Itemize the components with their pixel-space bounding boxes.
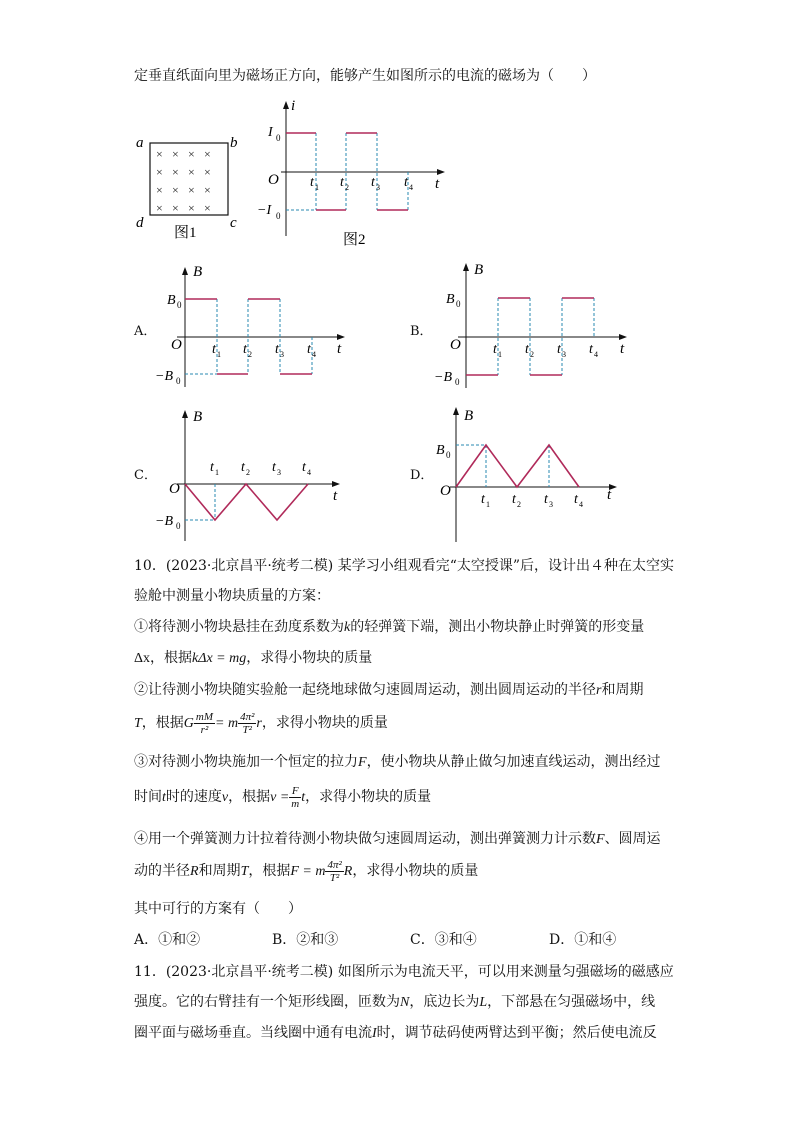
svg-text:0: 0 [276, 211, 281, 221]
svg-text:t: t [525, 342, 529, 357]
option-d-graph [434, 402, 634, 547]
corner-d: d [136, 215, 144, 231]
svg-text:1: 1 [486, 500, 490, 509]
figure-2 [255, 96, 455, 246]
q10-method2-line2: T，根据G $\frac{mM}{\text{r²}}$ = m $\frac{\text{4π²}}{\text{T²}}$ r，求得小物块的质量 [134, 710, 388, 736]
svg-text:×: × [188, 183, 195, 197]
svg-text:t: t [607, 487, 612, 503]
svg-text:I: I [268, 125, 273, 140]
option-c-label: C． [134, 468, 157, 483]
svg-text:0: 0 [446, 450, 451, 460]
corner-a: a [136, 135, 144, 151]
svg-text:B: B [167, 293, 176, 308]
svg-text:t: t [302, 460, 306, 475]
svg-text:×: × [172, 165, 179, 179]
svg-text:t: t [272, 460, 276, 475]
option-c-graph [155, 405, 355, 545]
q10-question: 其中可行的方案有（ ） [134, 901, 302, 917]
intro-text: 定垂直纸面向里为磁场正方向，能够产生如图所示的电流的磁场为（ ） [134, 68, 596, 84]
svg-text:×: × [188, 201, 195, 215]
svg-text:B: B [474, 262, 484, 278]
svg-text:2: 2 [248, 350, 252, 359]
svg-text:1: 1 [498, 350, 502, 359]
q10-stem-line1: 10．(2023·北京昌平·统考二模) 某学习小组观看完“太空授课”后，设计出４种在太空实 [134, 558, 675, 574]
q10-method4-line1: ④用一个弹簧测力计拉着待测小物块做匀速圆周运动，测出弹簧测力计示数F、圆周运 [134, 831, 661, 847]
svg-text:t: t [481, 492, 485, 507]
svg-text:B: B [193, 409, 203, 425]
svg-text:3: 3 [549, 500, 553, 509]
svg-text:4: 4 [579, 500, 583, 509]
svg-text:×: × [204, 183, 211, 197]
corner-b: b [230, 135, 238, 151]
svg-text:2: 2 [530, 350, 534, 359]
q10-method3-line1: ③对待测小物块施加一个恒定的拉力F，使小物块从静止做匀加速直线运动，测出经过 [134, 754, 661, 770]
svg-text:×: × [204, 165, 211, 179]
svg-text:t: t [493, 342, 497, 357]
svg-text:t: t [620, 341, 625, 357]
svg-text:t: t [243, 342, 247, 357]
option-b-label: B． [410, 324, 433, 339]
svg-text:×: × [156, 183, 163, 197]
svg-text:i: i [291, 98, 296, 114]
q11-line3: 圈平面与磁场垂直。当线圈中通有电流I时，调节砝码使两臂达到平衡；然后使电流反 [134, 1025, 657, 1041]
svg-text:3: 3 [277, 468, 281, 477]
q10-choice-c[interactable]: C．③和④ [410, 932, 477, 948]
q10-method4-line2: 动的半径R和周期T，根据F = m $\frac{\text{4π²}}{\text{T²}}$ R，求得小物块的质量 [134, 858, 479, 884]
svg-text:−B: −B [155, 369, 173, 384]
svg-text:O: O [440, 483, 451, 499]
svg-text:3: 3 [376, 183, 380, 192]
svg-text:t: t [404, 175, 408, 190]
option-a-graph [155, 262, 355, 392]
svg-text:×: × [156, 201, 163, 215]
svg-text:B: B [464, 408, 474, 424]
svg-text:t: t [241, 460, 245, 475]
svg-text:×: × [188, 147, 195, 161]
q10-stem-line2: 验舱中测量小物块质量的方案： [134, 588, 330, 604]
q10-method3-line2: 时间t时的速度v，根据v = $\frac{F}{m}$ t，求得小物块的质量 [134, 784, 432, 810]
svg-text:O: O [171, 337, 182, 353]
svg-text:t: t [307, 342, 311, 357]
svg-text:×: × [172, 183, 179, 197]
svg-text:t: t [310, 175, 314, 190]
svg-text:3: 3 [562, 350, 566, 359]
corner-c: c [230, 215, 237, 231]
svg-text:1: 1 [217, 350, 221, 359]
q10-method1-line1: ①将待测小物块悬挂在劲度系数为k的轻弹簧下端，测出小物块静止时弹簧的形变量 [134, 619, 645, 635]
svg-text:−I: −I [257, 203, 272, 218]
option-b-graph [434, 258, 634, 392]
svg-text:t: t [210, 460, 214, 475]
svg-text:O: O [268, 172, 279, 188]
svg-text:3: 3 [280, 350, 284, 359]
svg-text:4: 4 [307, 468, 311, 477]
svg-text:t: t [371, 175, 375, 190]
svg-text:t: t [212, 342, 216, 357]
svg-text:O: O [169, 481, 180, 497]
svg-text:×: × [204, 201, 211, 215]
fig2-caption: 图2 [343, 232, 366, 246]
q10-method1-line2: Δx，根据kΔx = mg，求得小物块的质量 [134, 650, 373, 666]
svg-text:B: B [193, 264, 203, 280]
svg-text:t: t [340, 175, 344, 190]
svg-text:0: 0 [456, 299, 461, 309]
svg-text:−B: −B [155, 514, 173, 529]
svg-text:1: 1 [215, 468, 219, 477]
svg-text:×: × [172, 147, 179, 161]
svg-text:×: × [204, 147, 211, 161]
fig1-caption: 图1 [174, 225, 197, 240]
svg-text:0: 0 [176, 376, 181, 386]
svg-text:4: 4 [409, 183, 413, 192]
svg-text:t: t [337, 341, 342, 357]
svg-text:0: 0 [177, 300, 182, 310]
svg-text:t: t [512, 492, 516, 507]
svg-text:0: 0 [455, 377, 460, 387]
svg-text:4: 4 [312, 350, 316, 359]
svg-text:1: 1 [315, 183, 319, 192]
svg-text:t: t [557, 342, 561, 357]
figure-1 [130, 100, 250, 240]
svg-text:2: 2 [517, 500, 521, 509]
svg-text:×: × [188, 165, 195, 179]
svg-text:−B: −B [434, 370, 452, 385]
svg-text:t: t [435, 176, 440, 192]
svg-text:4: 4 [594, 350, 598, 359]
q11-line2: 强度。它的右臂挂有一个矩形线圈，匝数为N，底边长为L，下部悬在匀强磁场中，线 [134, 994, 656, 1010]
svg-text:0: 0 [176, 521, 181, 531]
field-marks [156, 147, 211, 215]
svg-text:×: × [156, 147, 163, 161]
svg-text:B: B [446, 292, 455, 307]
option-a-label: A． [134, 324, 157, 339]
svg-text:t: t [574, 492, 578, 507]
svg-text:×: × [172, 201, 179, 215]
svg-text:2: 2 [246, 468, 250, 477]
q10-method2-line1: ②让待测小物块随实验舱一起绕地球做匀速圆周运动，测出圆周运动的半径r和周期 [134, 682, 644, 698]
q10-choice-b[interactable]: B．②和③ [272, 932, 339, 948]
svg-text:t: t [544, 492, 548, 507]
svg-text:t: t [589, 342, 593, 357]
svg-text:O: O [450, 337, 461, 353]
svg-text:×: × [156, 165, 163, 179]
q10-choice-a[interactable]: A．①和② [134, 932, 201, 948]
q11-line1: 11．(2023·北京昌平·统考二模) 如图所示为电流天平，可以用来测量匀强磁场的磁感应 [134, 964, 674, 980]
option-d-label: D． [410, 468, 434, 483]
q10-choice-d[interactable]: D．①和④ [549, 932, 617, 948]
svg-text:t: t [275, 342, 279, 357]
svg-text:0: 0 [276, 133, 281, 143]
svg-text:2: 2 [345, 183, 349, 192]
svg-text:B: B [436, 443, 445, 458]
svg-text:t: t [333, 488, 338, 504]
